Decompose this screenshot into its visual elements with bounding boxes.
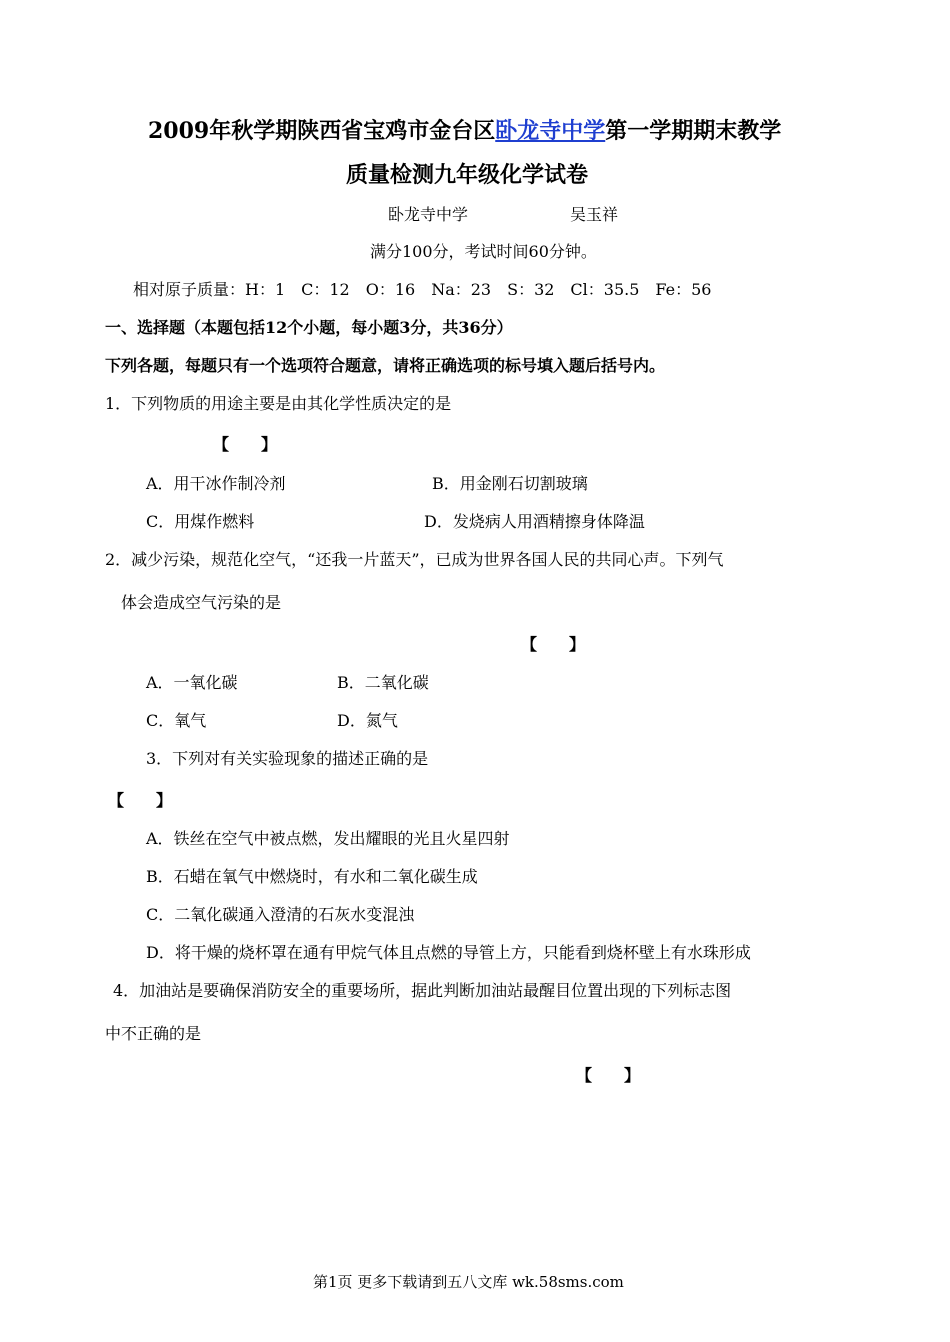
q3-answer-bracket: 【 】 xyxy=(108,791,173,810)
q2-option-b: B．二氧化碳 xyxy=(337,673,429,692)
q1-option-b: B．用金刚石切割玻璃 xyxy=(432,474,588,493)
q4-stem-line-2: 中不正确的是 xyxy=(105,1024,202,1043)
atomic-mass: 相对原子质量：H：1 C：12 O：16 Na：23 S：32 Cl：35.5 Fe：56 xyxy=(133,280,712,299)
section-instruction: 下列各题，每题只有一个选项符合题意，请将正确选项的标号填入题后括号内。 xyxy=(105,356,666,375)
q1-option-d: D．发烧病人用酒精擦身体降温 xyxy=(424,512,645,531)
section-heading: 一、选择题（本题包括12个小题，每小题3分，共36分） xyxy=(105,318,513,337)
q2-answer-bracket: 【 】 xyxy=(521,635,586,654)
q1-option-a: A．用干冰作制冷剂 xyxy=(146,474,286,493)
q1-stem: 1．下列物质的用途主要是由其化学性质决定的是 xyxy=(105,394,452,413)
q3-option-d: D．将干燥的烧杯罩在通有甲烷气体且点燃的导管上方，只能看到烧杯壁上有水珠形成 xyxy=(146,943,751,962)
q1-option-c: C．用煤作燃料 xyxy=(146,512,255,531)
page-footer: 第1页 更多下载请到五八文库 wk.58sms.com xyxy=(313,1273,624,1291)
q4-stem-line-1: 4．加油站是要确保消防安全的重要场所，据此判断加油站最醒目位置出现的下列标志图 xyxy=(113,981,732,1000)
q2-option-c: C．氧气 xyxy=(146,711,207,730)
q2-stem-line-2: 体会造成空气污染的是 xyxy=(121,593,282,612)
title-suffix: 第一学期期末教学 xyxy=(605,118,782,144)
q3-option-a: A．铁丝在空气中被点燃，发出耀眼的光且火星四射 xyxy=(146,829,510,848)
title-line-1 xyxy=(148,114,781,145)
school-link[interactable]: 卧龙寺中学 xyxy=(495,118,606,144)
q3-option-c: C．二氧化碳通入澄清的石灰水变混浊 xyxy=(146,905,415,924)
score-time: 满分100分，考试时间60分钟。 xyxy=(370,242,597,261)
q2-stem-line-1: 2．减少污染，规范化空气，“还我一片蓝天”，已成为世界各国人民的共同心声。下列气 xyxy=(105,550,724,569)
q3-option-b: B．石蜡在氧气中燃烧时，有水和二氧化碳生成 xyxy=(146,867,478,886)
q1-answer-bracket: 【 】 xyxy=(213,435,278,454)
title-line-2: 质量检测九年级化学试卷 xyxy=(346,162,589,188)
author-name: 吴玉祥 xyxy=(570,205,619,224)
school-name: 卧龙寺中学 xyxy=(388,205,469,224)
title-prefix: 2009年秋学期陕西省宝鸡市金台区 xyxy=(148,118,496,144)
q3-stem: 3．下列对有关实验现象的描述正确的是 xyxy=(146,749,429,768)
q4-answer-bracket: 【 】 xyxy=(576,1066,641,1085)
q2-option-d: D．氮气 xyxy=(337,711,398,730)
q2-option-a: A．一氧化碳 xyxy=(146,673,238,692)
